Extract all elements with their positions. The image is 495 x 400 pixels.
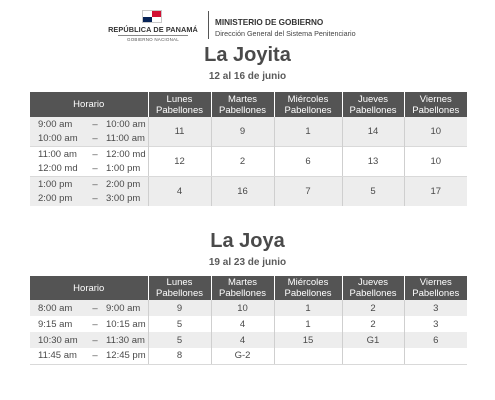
schedule-table-joya	[30, 276, 467, 365]
pavilion-cell: 8	[148, 348, 211, 364]
section-dates-joyita: 12 al 16 de junio	[208, 71, 287, 82]
pavilion-cell: 13	[342, 147, 404, 177]
schedule-table-joyita	[30, 92, 467, 206]
table-row	[30, 117, 467, 147]
pavilion-cell: 4	[211, 332, 274, 348]
column-header-day: Miércoles Pabellones	[274, 276, 342, 300]
pavilion-cell: 11	[148, 117, 211, 147]
table-row	[30, 348, 467, 364]
column-header-day: Jueves Pabellones	[342, 276, 404, 300]
pavilion-cell: 12	[148, 147, 211, 177]
time-slot: 11:00 am – 12:00 md	[38, 148, 146, 160]
pavilion-cell: 3	[404, 300, 467, 316]
pavilion-cell: 10	[211, 300, 274, 316]
header-divider	[208, 11, 209, 39]
table-header-row	[30, 92, 467, 117]
page-header	[0, 8, 495, 44]
pavilion-cell: 15	[274, 332, 342, 348]
pavilion-cell: 1	[274, 300, 342, 316]
time-slot: 1:00 pm – 2:00 pm	[38, 178, 141, 190]
pavilion-cell: 14	[342, 117, 404, 147]
time-slots-cell	[30, 177, 148, 207]
pavilion-cell: 9	[211, 117, 274, 147]
pavilion-cell	[274, 348, 342, 364]
time-slot: 2:00 pm – 3:00 pm	[38, 193, 141, 205]
time-slot: 9:15 am – 10:15 am	[38, 318, 146, 330]
column-header-day: Viernes Pabellones	[404, 92, 467, 117]
pavilion-cell: 7	[274, 177, 342, 207]
column-header-day: Martes Pabellones	[211, 276, 274, 300]
column-header-horario: Horario	[30, 92, 148, 117]
republic-name: REPÚBLICA DE PANAMÁ	[108, 25, 198, 34]
panama-flag-icon	[142, 10, 162, 23]
ministry-subtitle: Dirección General del Sistema Penitenciario	[215, 29, 356, 38]
column-header-day: Martes Pabellones	[211, 92, 274, 117]
table-header-row	[30, 276, 467, 300]
section-title-joya: La Joya	[210, 230, 285, 252]
pavilion-cell: G-2	[211, 348, 274, 364]
column-header-day: Viernes Pabellones	[404, 276, 467, 300]
table-row	[30, 300, 467, 316]
pavilion-cell	[404, 348, 467, 364]
pavilion-cell: 5	[342, 177, 404, 207]
table-row	[30, 332, 467, 348]
pavilion-cell: 6	[404, 332, 467, 348]
time-slot: 10:30 am – 11:30 am	[38, 334, 145, 346]
pavilion-cell: 4	[148, 177, 211, 207]
table-row	[30, 147, 467, 177]
time-slots-cell	[30, 147, 148, 177]
time-slot: 11:45 am – 12:45 pm	[30, 348, 148, 364]
republic-subtitle: GOBIERNO NACIONAL	[118, 35, 188, 42]
pavilion-cell: 1	[274, 316, 342, 332]
pavilion-cell: 17	[404, 177, 467, 207]
column-header-day: Miércoles Pabellones	[274, 92, 342, 117]
time-slot: 12:00 md – 1:00 pm	[38, 163, 141, 175]
column-header-horario: Horario	[30, 276, 148, 300]
pavilion-cell: 10	[404, 147, 467, 177]
pavilion-cell: 2	[211, 147, 274, 177]
section-title-joyita: La Joyita	[204, 44, 291, 66]
pavilion-cell	[342, 348, 404, 364]
ministry-name: MINISTERIO DE GOBIERNO	[215, 18, 324, 27]
section-dates-joya: 19 al 23 de junio	[208, 257, 287, 268]
pavilion-cell: 10	[404, 117, 467, 147]
pavilion-cell: 2	[342, 300, 404, 316]
column-header-day: Lunes Pabellones	[148, 92, 211, 117]
time-slot: 10:00 am – 11:00 am	[38, 133, 145, 145]
table-row	[30, 177, 467, 207]
pavilion-cell: 6	[274, 147, 342, 177]
column-header-day: Lunes Pabellones	[148, 276, 211, 300]
table-row	[30, 316, 467, 332]
pavilion-cell: G1	[342, 332, 404, 348]
column-header-day: Jueves Pabellones	[342, 92, 404, 117]
pavilion-cell: 2	[342, 316, 404, 332]
pavilion-cell: 4	[211, 316, 274, 332]
time-slot: 9:00 am – 10:00 am	[38, 118, 146, 130]
time-slot: 8:00 am – 9:00 am	[38, 302, 141, 314]
pavilion-cell: 16	[211, 177, 274, 207]
pavilion-cell: 1	[274, 117, 342, 147]
pavilion-cell: 5	[148, 332, 211, 348]
pavilion-cell: 3	[404, 316, 467, 332]
time-slots-cell	[30, 117, 148, 147]
pavilion-cell: 9	[148, 300, 211, 316]
pavilion-cell: 5	[148, 316, 211, 332]
